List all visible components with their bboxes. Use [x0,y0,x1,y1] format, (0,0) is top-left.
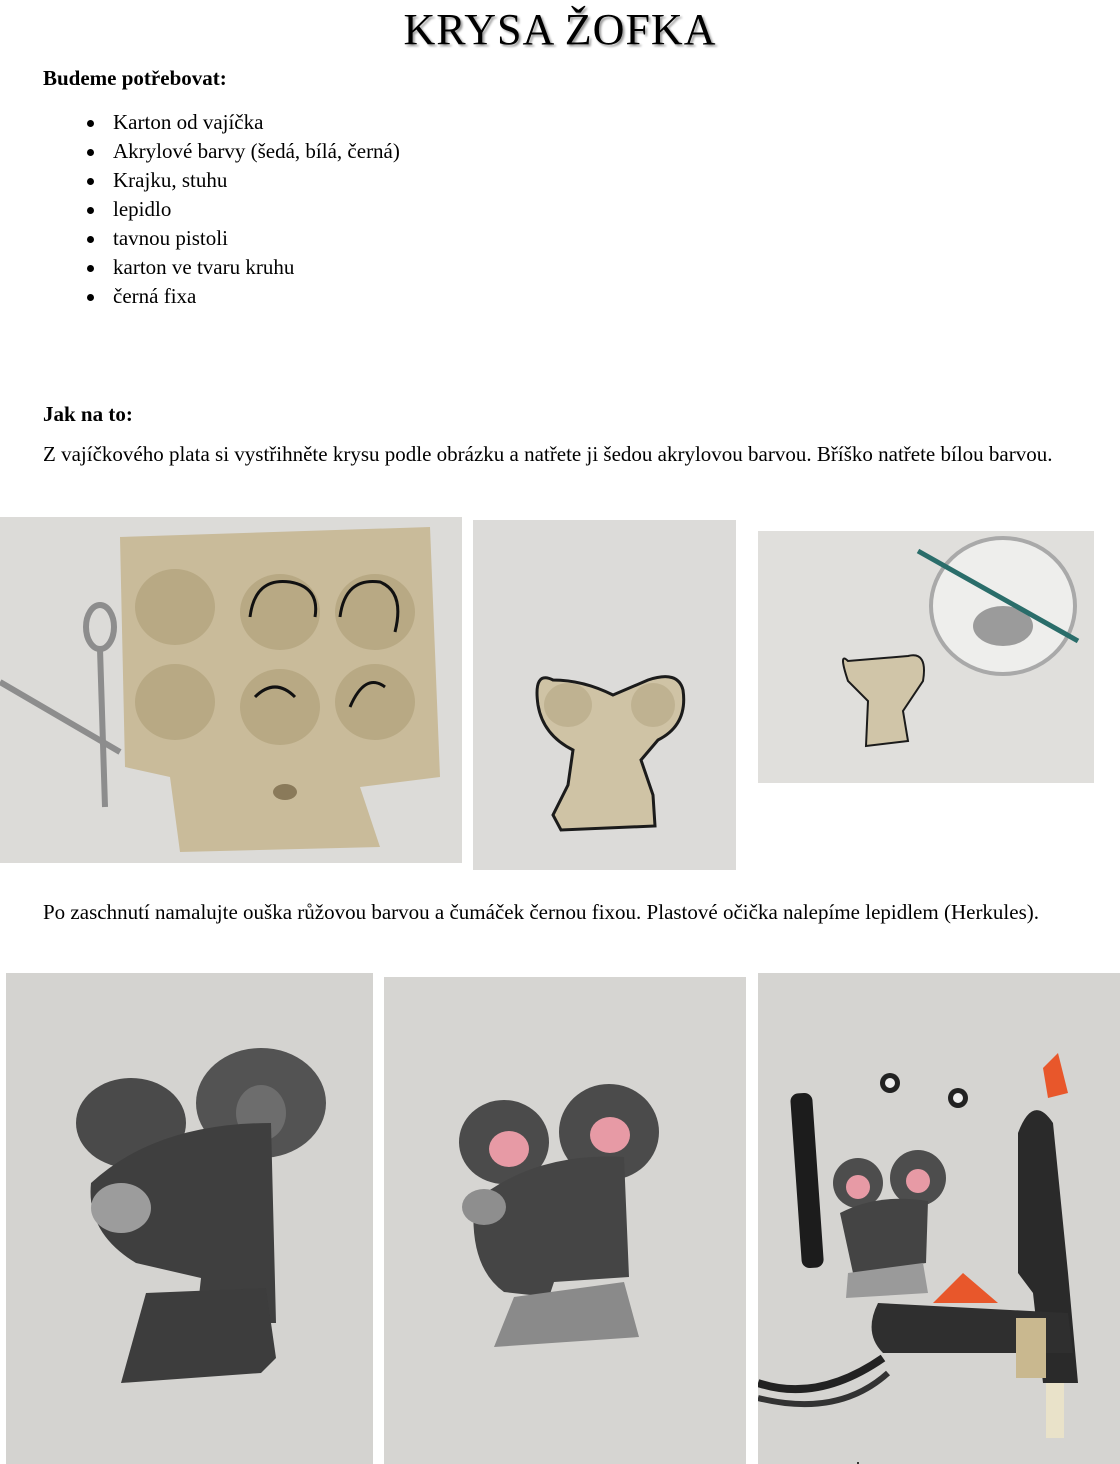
photo-painting-rat [758,531,1094,783]
list-item: Krajku, stuhu [80,166,400,195]
page-title: KRYSA ŽOFKA [403,5,717,54]
photo-cut-rat-shape [473,520,736,870]
howto-heading: Jak na to: [43,402,133,426]
list-item: Akrylové barvy (šedá, bílá, černá) [80,137,400,166]
photo-rat-pink-ears [384,977,746,1464]
list-item: karton ve tvaru kruhu [80,253,400,282]
photo-rat-with-tools [758,973,1120,1464]
materials-list [80,108,400,311]
step2-paragraph: Po zaschnutí namalujte ouška růžovou barvou a čumáček černou fixou. Plastové očička nalepíme lepidlem (Herkules). [43,900,1040,924]
list-item: tavnou pistoli [80,224,400,253]
photo-egg-carton [0,517,462,863]
materials-heading: Budeme potřebovat: [43,66,227,90]
list-item: Karton od vajíčka [80,108,400,137]
list-item: lepidlo [80,195,400,224]
list-item: černá fixa [80,282,400,311]
step1-paragraph: Z vajíčkového plata si vystřihněte krysu podle obrázku a natřete ji šedou akrylovou barvou. Bříško natřete bílou barvou. [43,442,1053,466]
photo-gray-rat [6,973,373,1464]
